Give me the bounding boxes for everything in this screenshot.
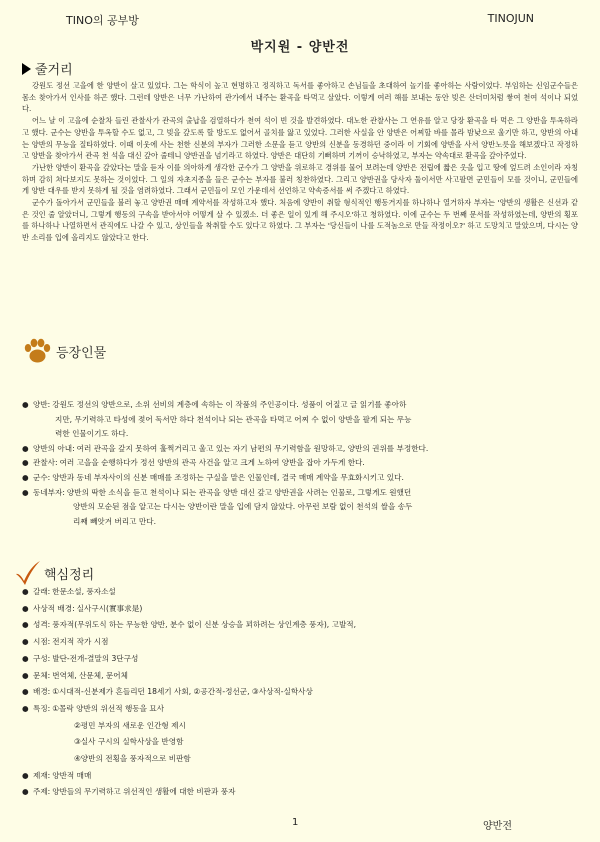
key-point-label: 구성:: [33, 653, 51, 663]
key-point-text: ①시대적-신분제가 흔들리던 18세기 사회, ②공간적-정선군, ③사상적-실학사상: [52, 687, 313, 697]
summary-paragraph: 가난한 양반이 환곡을 갚았다는 말을 듣자 이를 의아하게 생각한 군수가 그 양반을 위로하고 경위를 물어 보려는데 양반은 전립에 짧은 옷을 입고 땅에 엎드려 소인이라 자칭하며 감히 쳐다보지도 못하는 것이었다. 그 일의 자초지종을 들은 군수는 부자를 불러 칭찬하였다. 그리고 양반권을 당사자 둘이서만 사고팔면 군민들이 모를 것이니, 군민들에게 양반 대우를 받지 못하게 될 것을 염려하였다. 그래서 군민들이 모인 가운데서 선언하고 약속증서를 써 주겠다고 하였다.: [22, 162, 578, 196]
key-point: [22, 668, 578, 685]
key-point-sub: ②평민 부자의 새로운 인간형 제시: [74, 720, 186, 730]
header-right: TINOJUN: [487, 12, 534, 25]
key-point-sub: ③실사 구시의 실학사상을 반영함: [74, 737, 184, 747]
key-point-label: 시점:: [33, 637, 51, 647]
character-item: [22, 471, 578, 486]
summary-heading-text: 줄거리: [35, 63, 73, 78]
header-left: TINO의 공부방: [66, 14, 139, 27]
summary-paragraph: 어느 날 이 고을에 순찰차 들린 관찰사가 관곡의 출납을 검열하다가 천여 석이 빈 것을 발견하였다. 대노한 관찰사는 그 연유를 알고 당장 환곡을 타 먹은 그 양반을 투옥하라고 했다. 군수는 양반을 투옥할 수도 없고, 그 빚을 갚도록 할 방도도 없어서 골치를 앓고 있었다. 그러한 사실을 안 양반은 어찌할 바를 몰라 밤낮으로 울기만 하고, 양반의 아내는 양반의 무능을 질타하였다. 이때 이웃에 사는 천한 신분의 부자가 그러한 소문을 듣고 양반의 신분을 동경하던 중이라 이 기회에 양반을 사서 양반노릇을 해보겠다고 작정하고 양반을 찾아가서 관곡 천 석을 대신 갚아 줄테니 양반권을 넘기라고 하였다. 양반은 대단히 기뻐하며 기꺼이 승낙하였고, 부자는 약속대로 환곡을 갚아주었다.: [22, 116, 578, 161]
bullet-icon: ●: [22, 787, 29, 797]
key-point-text: 한문소설, 풍자소설: [52, 587, 116, 596]
bullet-icon: ●: [22, 603, 29, 613]
character-desc: 양반과 동네 부자사이의 신분 매매를 조정하는 구실을 맡은 인물인데, 결국 매매 계약을 무효화시키고 있다.: [52, 472, 404, 482]
characters-list: [22, 398, 578, 529]
key-points: [22, 584, 578, 801]
page-number: 1: [292, 817, 299, 828]
bullet-icon: ●: [22, 687, 29, 697]
bullet-icon: ●: [22, 637, 29, 647]
bullet-icon: ●: [22, 400, 29, 409]
bullet-icon: ●: [22, 653, 29, 663]
key-point-label: 주제:: [33, 787, 51, 797]
key-point: [22, 617, 578, 634]
key-point-label: 문체:: [33, 670, 51, 680]
character-desc: 지만, 무기력하고 타성에 젖어 독서만 하다 천석이나 되는 관곡을 타먹고 어찌 수 없이 양반을 팔게 되는 무능: [55, 414, 412, 424]
character-desc: 력한 인물이기도 하다.: [55, 429, 129, 439]
key-point-text: 발단-전개-결말의 3단구성: [52, 653, 139, 663]
key-point-text: 풍자적(무위도식 하는 무능한 양반, 분수 없이 신분 상승을 꾀하려는 상인계층 풍자), 고발적,: [52, 620, 357, 630]
key-point-text: 전지적 작가 시점: [52, 637, 109, 647]
paw-icon: [22, 338, 52, 364]
key-point-label: 갈래:: [33, 587, 51, 596]
document-title: 박지원 - 양반전: [250, 40, 350, 55]
key-heading: [14, 560, 94, 586]
key-point: [22, 784, 578, 801]
bullet-icon: ●: [22, 472, 29, 482]
summary-heading: [22, 59, 73, 78]
bullet-icon: ●: [22, 587, 29, 596]
key-point-label: 성격:: [33, 620, 51, 630]
key-point: [22, 768, 578, 785]
character-item: [22, 398, 578, 442]
key-point-label: 사상적 배경:: [33, 603, 75, 613]
character-item: [22, 456, 578, 471]
bullet-icon: ●: [22, 770, 29, 780]
key-point: [22, 651, 578, 668]
character-desc: 여러 관곡을 갚지 못하여 훌쩍거리고 울고 있는 자기 남편의 무기력함을 원망하고, 양반의 권위를 부정한다.: [76, 443, 429, 453]
character-name: 관찰사:: [33, 458, 58, 468]
key-point: [22, 634, 578, 651]
bullet-icon: ●: [22, 487, 29, 497]
checkmark-icon: [14, 560, 42, 586]
bullet-icon: ●: [22, 703, 29, 713]
triangle-right-icon: [22, 63, 31, 75]
character-desc: 양반의 딱한 소식을 듣고 천석이나 되는 관곡을 양반 대신 갚고 양반권을 사려는 인물로, 그렇게도 원했던: [66, 487, 412, 497]
key-point: [22, 601, 578, 618]
summary-body: [22, 80, 578, 244]
bullet-icon: ●: [22, 458, 29, 468]
bullet-icon: ●: [22, 620, 29, 630]
key-point-text: 번역체, 산문체, 문어체: [52, 670, 128, 680]
character-name: 양반의 아내:: [33, 443, 75, 453]
characters-heading: [22, 338, 106, 364]
bullet-icon: ●: [22, 443, 29, 453]
character-item: [22, 486, 578, 530]
summary-paragraph: 강원도 정선 고을에 한 양반이 살고 있었다. 그는 학식이 높고 현명하고 정직하고 독서를 좋아하고 손님들을 초대하여 놀기를 좋아하는 사람이었다. 부임하는 신임군수들은 몸소 찾아가서 인사를 하곤 했다. 그런데 양반은 너무 가난하여 관가에서 내주는 환곡을 타먹고 살았다. 이렇게 여러 해를 보내는 동안 빚은 산더미처럼 쌓여 천여 석이나 되었다.: [22, 81, 578, 114]
character-name: 동네부자:: [33, 487, 65, 497]
summary-paragraph: 군수가 돌아가서 군민들을 불러 놓고 양반권 매매 계약서를 작성하고자 했다. 처음에 양반이 취할 형식적인 행동거지를 하나하나 열거하자 부자는 '양반의 생활은 신선과 같은 것인 줄 알았더니, 그렇게 행동의 구속을 받아서야 어떻게 살 수 있겠소. 더 좋은 일이 있게 해 주시오'하고 청하였다. 이에 군수는 두 번째 문서를 작성하였는데, 양반의 횡포를 하나하나 나열하면서 관직에도 나갈 수 있고, 상인들을 착취할 수도 있다고 하였다. 그 부자는 '당신들이 나를 도적놈으로 만들 작정이오?' 하고 도망치고 말았으며, 다시는 양반 소리를 입에 올리지도 않았다고 한다.: [22, 198, 578, 243]
key-point: [22, 584, 578, 601]
key-point-text: ①몰락 양반의 위선적 행동을 묘사: [52, 703, 165, 713]
footer-title: 양반전: [483, 821, 512, 832]
key-point-text: 실사구시(實事求是): [76, 603, 143, 613]
key-point: [22, 684, 578, 701]
character-desc: 강원도 정선의 양반으로, 소위 선비의 계층에 속하는 이 작품의 주인공이다. 성품이 어질고 글 읽기를 좋아하: [52, 400, 407, 409]
key-point-sub: ④양반의 전횡을 풍자적으로 비판함: [74, 754, 191, 764]
key-heading-text: 핵심정리: [44, 567, 95, 583]
key-point-label: 제재:: [33, 770, 51, 780]
character-name: 군수:: [33, 472, 51, 482]
key-point-label: 배경:: [33, 687, 51, 697]
character-desc: 양반의 모순된 점을 알고는 다시는 양반이란 말을 입에 담지 않았다. 아무런 보람 없이 천석의 쌀을 송두: [73, 502, 413, 512]
character-desc: 리째 빼앗겨 버리고 만다.: [73, 516, 157, 526]
bullet-icon: ●: [22, 670, 29, 680]
character-desc: 여러 고을을 순행하다가 정선 양반의 관곡 사건을 알고 크게 노하여 양반을 잡아 가두게 한다.: [59, 458, 365, 468]
key-point-label: 특징:: [33, 703, 51, 713]
characters-heading-text: 등장인물: [56, 345, 107, 361]
key-point: [22, 701, 578, 718]
key-point-text: 양반들의 무기력하고 위선적인 생활에 대한 비판과 풍자: [52, 787, 236, 797]
character-name: 양반:: [33, 400, 51, 409]
key-point-text: 양반적 매매: [52, 770, 92, 780]
character-item: [22, 442, 578, 457]
